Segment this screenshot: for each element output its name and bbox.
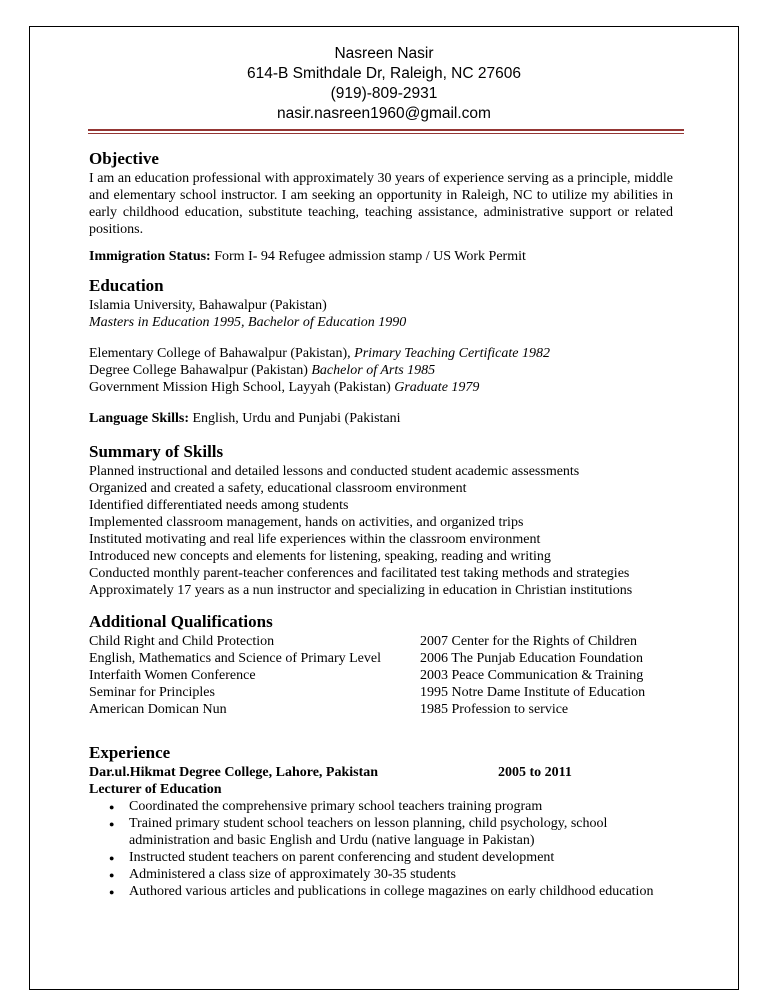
experience-bullet: ● Authored various articles and publications in college magazines on early childhood education bbox=[129, 883, 673, 900]
education-degree: Masters in Education 1995, Bachelor of Education 1990 bbox=[89, 315, 407, 330]
qualification-row bbox=[89, 684, 673, 701]
skill-item: Approximately 17 years as a nun instructor and specializing in education in Christian institutions bbox=[89, 583, 633, 598]
experience-bullet: ● Instructed student teachers on parent conferencing and student development bbox=[129, 849, 673, 866]
job-title-text: Lecturer of Education bbox=[89, 782, 222, 797]
language-label: Language Skills: bbox=[89, 411, 189, 426]
education-entry bbox=[89, 379, 673, 396]
job-title bbox=[89, 781, 673, 798]
experience-bullets bbox=[89, 798, 673, 900]
education-degree: Primary Teaching Certificate 1982 bbox=[354, 346, 550, 361]
skill-item: Identified differentiated needs among students bbox=[89, 498, 349, 513]
skill-item: Conducted monthly parent-teacher conferences and facilitated test taking methods and strategies bbox=[89, 566, 630, 581]
immigration-status bbox=[89, 248, 673, 265]
skill-item: Instituted motivating and real life experiences within the classroom environment bbox=[89, 532, 541, 547]
employment-dates: 2005 to 2011 bbox=[498, 765, 572, 780]
qualification-name: Interfaith Women Conference bbox=[89, 668, 256, 683]
language-skills bbox=[89, 410, 673, 427]
qualification-source: 1985 Profession to service bbox=[420, 702, 569, 717]
qualification-row bbox=[89, 633, 673, 650]
name: Nasreen Nasir bbox=[334, 45, 434, 62]
qualification-row bbox=[89, 667, 673, 684]
objective-heading: Objective bbox=[89, 149, 159, 168]
objective-text: I am an education professional with approximately 30 years of experience serving as a principle, middle and elementary school instructor. I am seeking an opportunity in Raleigh, NC to utilize my abilities in early childhood education, substitute teaching, teaching assistance, administrative support or related positions. bbox=[89, 171, 673, 237]
qualification-source: 1995 Notre Dame Institute of Education bbox=[420, 685, 646, 700]
education-degree: Bachelor of Arts 1985 bbox=[311, 363, 436, 378]
contact-header bbox=[0, 44, 768, 124]
education-entry bbox=[89, 362, 673, 379]
resume-body bbox=[89, 148, 673, 900]
skill-item: Organized and created a safety, educational classroom environment bbox=[89, 481, 467, 496]
skills-heading: Summary of Skills bbox=[89, 442, 224, 461]
email: nasir.nasreen1960@gmail.com bbox=[277, 105, 491, 122]
skill-item: Planned instructional and detailed lessons and conducted student academic assessments bbox=[89, 464, 580, 479]
skill-item: Implemented classroom management, hands on activities, and organized trips bbox=[89, 515, 524, 530]
education-entry bbox=[89, 314, 673, 331]
education-entry bbox=[89, 297, 673, 314]
qualification-name: American Domican Nun bbox=[89, 702, 227, 717]
education-degree: Graduate 1979 bbox=[394, 380, 480, 395]
qualification-row bbox=[89, 701, 673, 718]
header-rule-thin bbox=[88, 133, 684, 134]
qualification-name: English, Mathematics and Science of Primary Level bbox=[89, 651, 381, 666]
phone: (919)-809-2931 bbox=[330, 85, 438, 102]
experience-bullet: ● Administered a class size of approximately 30-35 students bbox=[129, 866, 673, 883]
education-institution: Government Mission High School, Layyah (Pakistan) bbox=[89, 380, 395, 395]
experience-bullet: ● Coordinated the comprehensive primary school teachers training program bbox=[129, 798, 673, 815]
qualifications-heading: Additional Qualifications bbox=[89, 612, 273, 631]
skill-item: Introduced new concepts and elements for listening, speaking, reading and writing bbox=[89, 549, 551, 564]
immigration-label: Immigration Status: bbox=[89, 249, 211, 264]
education-heading: Education bbox=[89, 276, 164, 295]
experience-bullet: ● Trained primary student school teachers on lesson planning, child psychology, school administration and basic English and Urdu (native language in Pakistan) bbox=[129, 815, 673, 849]
qualification-source: 2007 Center for the Rights of Children bbox=[420, 634, 637, 649]
education-institution: Islamia University, Bahawalpur (Pakistan) bbox=[89, 298, 327, 313]
education-institution: Elementary College of Bahawalpur (Pakistan), bbox=[89, 346, 355, 361]
address: 614-B Smithdale Dr, Raleigh, NC 27606 bbox=[247, 65, 521, 82]
header-rule bbox=[88, 129, 684, 131]
experience-heading: Experience bbox=[89, 743, 171, 762]
education-institution: Degree College Bahawalpur (Pakistan) bbox=[89, 363, 312, 378]
immigration-value: Form I- 94 Refugee admission stamp / US Work Permit bbox=[210, 249, 526, 264]
education-entry bbox=[89, 345, 673, 362]
qualification-name: Seminar for Principles bbox=[89, 685, 215, 700]
employer: Dar.ul.Hikmat Degree College, Lahore, Pakistan bbox=[89, 765, 379, 780]
qualification-row bbox=[89, 650, 673, 667]
qualification-source: 2006 The Punjab Education Foundation bbox=[420, 651, 643, 666]
qualification-name: Child Right and Child Protection bbox=[89, 634, 275, 649]
language-value: English, Urdu and Punjabi (Pakistani bbox=[188, 411, 401, 426]
qualification-source: 2003 Peace Communication & Training bbox=[420, 668, 644, 683]
experience-employer-row bbox=[89, 764, 673, 781]
